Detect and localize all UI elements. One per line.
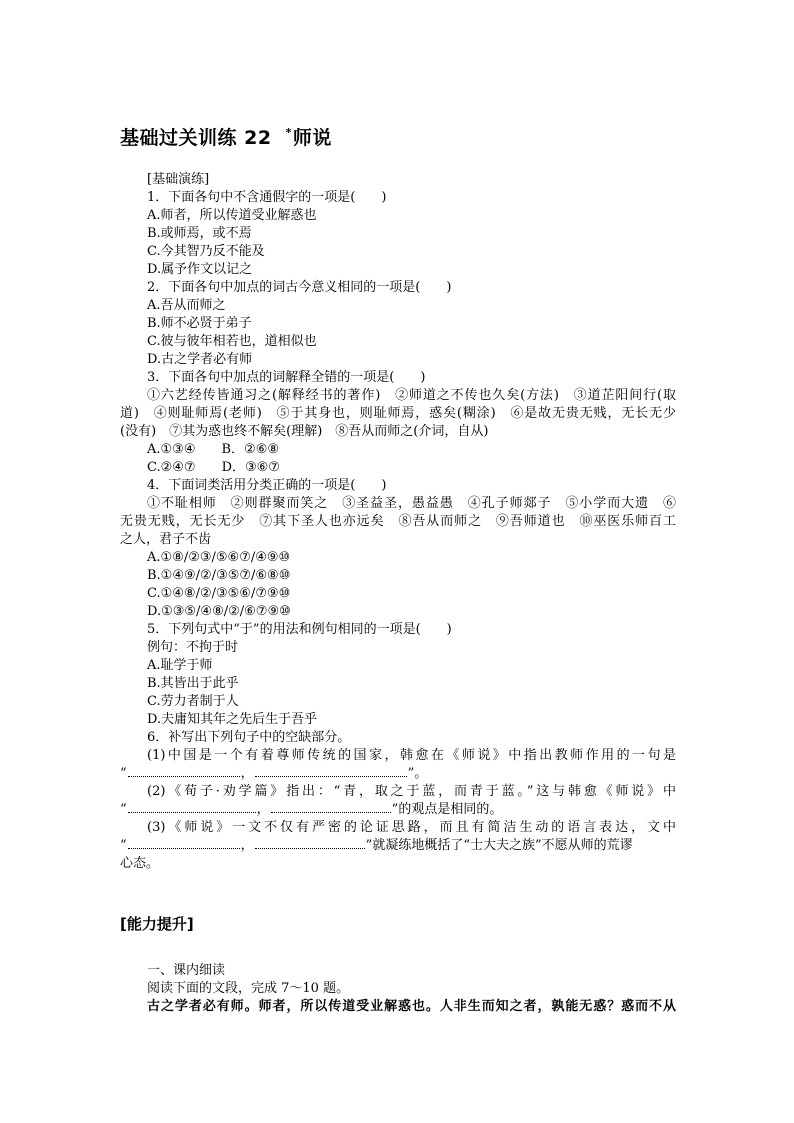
q6-part1-line1: (1)中国是一个有着尊师传统的国家，韩愈在《师说》中指出教师作用的一句是: [147, 748, 676, 763]
quote-close: ”的观点是相同的。: [391, 802, 503, 817]
comma: ，: [240, 766, 254, 781]
q1-option-b: B.或师焉，或不焉: [147, 226, 252, 241]
comma: ，: [240, 838, 254, 853]
section-heading-ability: [能力提升]: [120, 915, 194, 933]
q6-part1-blank2[interactable]: [255, 765, 407, 777]
q4-items-line1: ①不耻相师 ②则群聚而笑之 ③圣益圣，愚益愚 ④孔子师郯子 ⑤小学而大遗 ⑥: [147, 496, 676, 511]
q6-part3-blank1[interactable]: [128, 837, 240, 849]
q5-option-a: A.耻学于师: [147, 658, 213, 673]
q6-part3-line3: 心态。: [120, 856, 160, 871]
page-title: [120, 123, 332, 150]
q4-items-line3: 之人，君子不齿: [120, 532, 212, 547]
q4-items-line2: 无贵无贱，无长无少 ⑦其下圣人也亦远矣 ⑧吾从而师之 ⑨吾师道也 ⑩巫医乐师百工: [120, 514, 676, 529]
q2-option-a: A.吾从而师之: [147, 298, 226, 313]
q1-option-a: A.师者，所以传道受业解惑也: [147, 208, 317, 223]
q6-part3-line2: [120, 837, 676, 855]
q6-part2-line2: [120, 801, 676, 819]
quote-open: “: [120, 838, 127, 853]
quote-open: “: [120, 766, 127, 781]
q5-option-c: C.劳力者制于人: [147, 694, 239, 709]
q2-option-b: B.师不必贤于弟子: [147, 316, 252, 331]
q4-stem: 4．下面词类活用分类正确的一项是( ): [147, 478, 387, 493]
q3-stem: 3．下面各句中加点的词解释全错的一项是( ): [147, 370, 426, 385]
q4-option-b: B.①④⑨/②/③⑤⑦/⑥⑧⑩: [147, 568, 291, 583]
q6-part2-blank1[interactable]: [128, 801, 256, 813]
q4-option-a: A.①⑧/②③/⑤⑥⑦/④⑨⑩: [147, 550, 291, 565]
q3-items-line2: 道) ④则耻师焉(老师) ⑤于其身也，则耻师焉，惑矣(糊涂) ⑥是故无贵无贱，无长无少: [120, 406, 676, 421]
q6-part1-line2: [120, 765, 676, 783]
reading-instruction: 阅读下面的文段，完成 7～10 题。: [147, 981, 350, 996]
reading-section: [120, 962, 676, 1016]
q6-part1-blank1[interactable]: [128, 765, 240, 777]
quote-close: ”。: [407, 766, 428, 781]
q3-items-line1: ①六艺经传皆通习之(解释经书的著作) ②师道之不传也久矣(方法) ③道芷阳间行(取: [147, 388, 676, 403]
reading-heading: 一、课内细读: [147, 963, 226, 978]
q5-option-b: B.其皆出于此乎: [147, 676, 239, 691]
title-lesson: 师说: [292, 127, 332, 149]
title-main: 基础过关训练 22: [120, 127, 272, 149]
q2-stem: 2．下面各句中加点的词古今意义相同的一项是( ): [147, 280, 452, 295]
q3-options-ab: A.①③④ B．②⑥⑧: [147, 442, 279, 457]
section-label-basic: [基础演练]: [147, 172, 210, 187]
q6-part3-line1: (3)《师说》一文不仅有严密的论证思路，而且有简洁生动的语言表达，文中: [147, 820, 676, 835]
title-star-mark: *: [285, 126, 292, 139]
reading-passage-line1: 古之学者必有师。师者，所以传道受业解惑也。人非生而知之者，孰能无惑？惑而不从: [147, 999, 676, 1014]
q6-part3-blank2[interactable]: [255, 837, 365, 849]
q1-stem: 1．下面各句中不含通假字的一项是( ): [147, 190, 387, 205]
basic-exercises: [120, 171, 676, 873]
q3-options-cd: C.②④⑦ D．③⑥⑦: [147, 460, 280, 475]
q4-option-d: D.①③⑤/④⑧/②/⑥⑦⑨⑩: [147, 604, 291, 619]
q6-part2-line1: (2)《荀子·劝学篇》指出：“青，取之于蓝，而青于蓝。”这与韩愈《师说》中: [147, 784, 676, 799]
q5-example: 例句：不拘于时: [147, 640, 239, 655]
q4-option-c: C.①④⑧/②/③⑤⑥/⑦⑨⑩: [147, 586, 291, 601]
comma: ，: [256, 802, 270, 817]
q5-option-d: D.夫庸知其年之先后生于吾乎: [147, 712, 318, 727]
quote-open: “: [120, 802, 127, 817]
q2-option-c: C.彼与彼年相若也，道相似也: [147, 334, 317, 349]
q1-option-d: D.属予作文以记之: [147, 262, 253, 277]
q6-stem: 6．补写出下列句子中的空缺部分。: [147, 730, 351, 745]
q1-option-c: C.今其智乃反不能及: [147, 244, 265, 259]
q2-option-d: D.古之学者必有师: [147, 352, 253, 367]
quote-close: ”就凝练地概括了“士大夫之族”不愿从师的荒谬: [365, 838, 633, 853]
q6-part2-blank2[interactable]: [271, 801, 391, 813]
q5-stem: 5．下列句式中“于”的用法和例句相同的一项是( ): [147, 622, 452, 637]
q3-items-line3: (没有) ⑦其为惑也终不解矣(理解) ⑧吾从而师之(介词，自从): [120, 424, 489, 439]
